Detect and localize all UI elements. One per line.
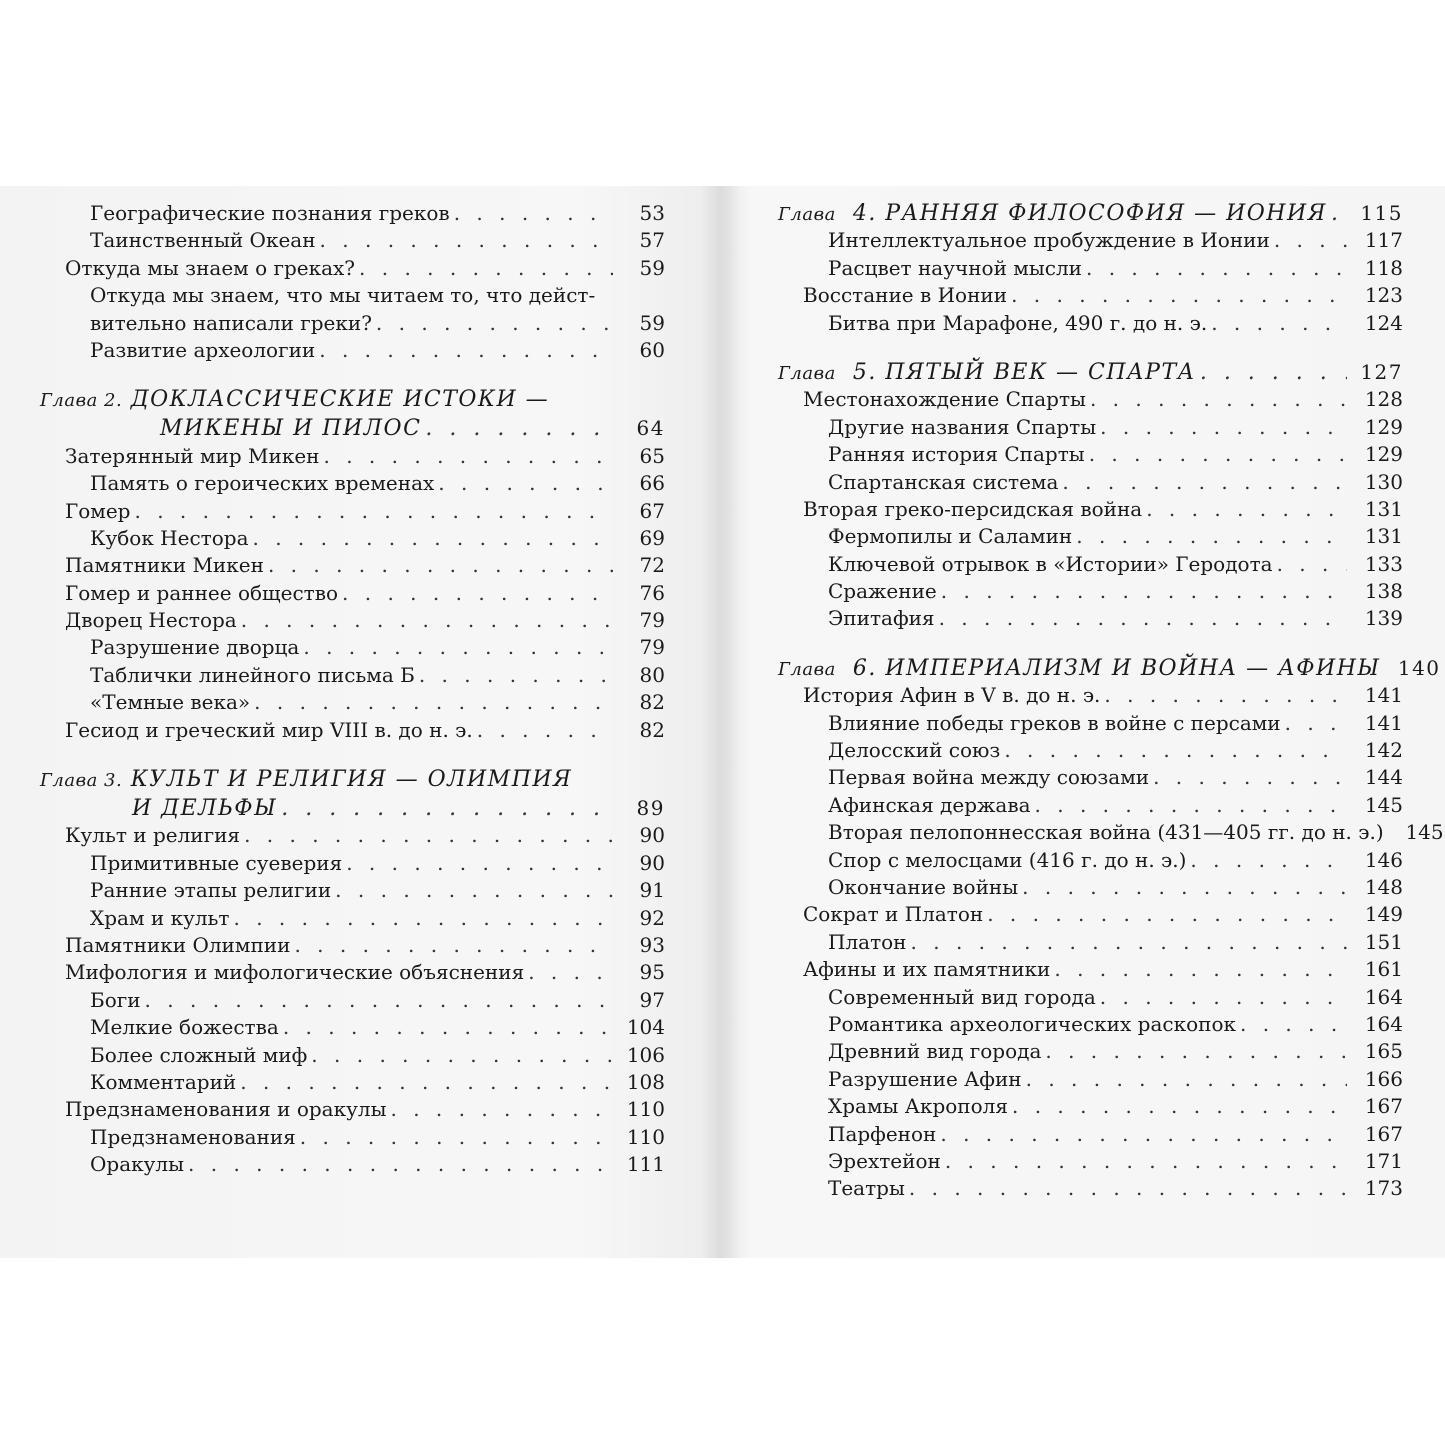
toc-entry [778, 901, 1403, 928]
page-number: 104 [626, 1015, 665, 1040]
leader-dots [376, 310, 613, 337]
toc-entry-title: Откуда мы знаем, что мы читаем то, что дейст- [90, 283, 596, 308]
toc-entry-title: Современный вид города [828, 984, 1096, 1009]
leader-dots [1045, 1038, 1347, 1065]
leader-dots [1100, 984, 1347, 1011]
toc-entry [40, 1042, 665, 1069]
page-number: 79 [639, 635, 665, 660]
page-number: 64 [636, 416, 665, 441]
toc-entry [778, 255, 1403, 282]
page-number: 115 [1360, 201, 1403, 225]
toc-entry [778, 1093, 1403, 1120]
page-number: 142 [1364, 738, 1403, 763]
toc-entry-title: Боги [90, 987, 141, 1012]
leader-dots [244, 822, 613, 849]
leader-dots [346, 850, 613, 877]
toc-entry [778, 847, 1403, 874]
leader-dots [1104, 682, 1347, 709]
toc-entry [778, 227, 1403, 254]
chapter-6-heading [778, 655, 1441, 682]
leader-dots [941, 578, 1347, 605]
page-number: 165 [1364, 1039, 1403, 1064]
toc-group-5 [778, 386, 1403, 633]
page-number: 111 [626, 1152, 665, 1177]
page-number: 110 [626, 1124, 665, 1149]
page-number: 140 [1397, 655, 1441, 680]
page-number: 90 [639, 850, 665, 875]
toc-entry [778, 414, 1403, 441]
leader-dots [425, 415, 613, 442]
toc-entry-title: Памятники Микен [65, 553, 264, 578]
page-number: 117 [1364, 228, 1403, 253]
toc-group-6 [778, 682, 1444, 1202]
leader-dots [324, 443, 614, 470]
page-number: 110 [626, 1097, 665, 1122]
leader-dots [1035, 792, 1347, 819]
toc-entry-title: Ранняя история Спарты [828, 442, 1085, 467]
toc-entry [778, 682, 1403, 709]
chapter-3-heading [40, 766, 665, 822]
toc-entry [40, 1096, 665, 1123]
leader-dots [1011, 282, 1347, 309]
toc-entry-title: «Темные века» [90, 690, 251, 715]
page-number: 69 [639, 525, 665, 550]
toc-entry-title: Комментарий [90, 1069, 237, 1094]
page-number: 90 [639, 823, 665, 848]
toc-entry [40, 580, 665, 607]
leader-dots [1022, 874, 1347, 901]
toc-entry-title: Храмы Акрополя [828, 1094, 1008, 1119]
page-number: 145 [1364, 792, 1403, 817]
toc-entry [778, 929, 1403, 956]
page-number: 124 [1364, 310, 1403, 335]
page-number: 82 [639, 717, 665, 742]
leader-dots [1190, 847, 1347, 874]
leader-dots [1012, 1093, 1347, 1120]
toc-entry [40, 662, 665, 689]
toc-entry [778, 956, 1403, 983]
toc-entry-title: Ключевой отрывок в «Истории» Геродота [828, 551, 1273, 576]
toc-entry [40, 282, 665, 309]
toc-entry [778, 1066, 1403, 1093]
leader-dots [1240, 1011, 1347, 1038]
leader-dots [311, 1042, 613, 1069]
toc-entry-title: Местонахождение Спарты [803, 387, 1086, 412]
toc-entry [778, 578, 1403, 605]
toc-entry [40, 498, 665, 525]
leader-dots [283, 1014, 613, 1041]
toc-entry [40, 552, 665, 579]
toc-entry-title: Памятники Олимпии [65, 932, 291, 957]
chapter-title: 6. ИМПЕРИАЛИЗМ И ВОЙНА — АФИНЫ [852, 655, 1381, 681]
page-number: 131 [1364, 496, 1403, 521]
leader-dots [1211, 310, 1347, 337]
toc-entry [778, 737, 1403, 764]
toc-entry [40, 1069, 665, 1096]
toc-entry [40, 1151, 665, 1178]
toc-entry [778, 469, 1403, 496]
toc-entry [778, 1011, 1403, 1038]
leader-dots [241, 607, 613, 634]
toc-entry [778, 551, 1403, 578]
page-number: 133 [1364, 551, 1403, 576]
leader-dots [188, 1151, 613, 1178]
leader-dots [1054, 956, 1347, 983]
leader-dots [1285, 710, 1347, 737]
leader-dots [320, 227, 613, 254]
toc-entry [40, 337, 665, 364]
chapter-label: Глава [778, 362, 836, 384]
toc-entry-title: Разрушение дворца [90, 635, 300, 660]
toc-entry [778, 386, 1403, 413]
page-number: 60 [639, 337, 665, 362]
toc-entry-title: Храм и культ [90, 905, 230, 930]
toc-entry-title: Эрехтейон [828, 1148, 941, 1173]
toc-entry-title: Таинственный Океан [90, 228, 316, 253]
leader-dots [454, 200, 613, 227]
toc-entry-title: Вторая греко-персидская война [803, 496, 1143, 521]
leader-dots [1062, 469, 1347, 496]
toc-entry-title: Спор с мелосцами (416 г. до н. э.) [828, 847, 1187, 872]
leader-dots [1200, 359, 1347, 386]
leader-dots [281, 795, 613, 822]
leader-dots [319, 337, 613, 364]
leader-dots [1146, 496, 1347, 523]
leader-dots [945, 1148, 1347, 1175]
chapter-5-heading [778, 359, 1403, 386]
leader-dots [939, 605, 1347, 632]
leader-dots [1274, 227, 1347, 254]
toc-entry [40, 525, 665, 552]
toc-entry [778, 441, 1403, 468]
page-number: 148 [1364, 874, 1403, 899]
toc-entry-title: Более сложный миф [90, 1042, 308, 1067]
page-number: 130 [1364, 469, 1403, 494]
leader-dots [335, 877, 613, 904]
chapter-title: 4. РАННЯЯ ФИЛОСОФИЯ — ИОНИЯ [852, 201, 1327, 226]
chapter-title-cont: МИКЕНЫ И ПИЛОС [160, 416, 422, 442]
page-number: 57 [639, 228, 665, 253]
leader-dots [419, 662, 613, 689]
toc-entry-title: Гомер и раннее общество [65, 580, 339, 605]
toc-entry-title: Интеллектуальное пробуждение в Ионии [828, 228, 1270, 253]
toc-entry-title: Афины и их памятники [803, 957, 1051, 982]
page-number: 129 [1364, 442, 1403, 467]
toc-entry [40, 1014, 665, 1041]
toc-group-2 [40, 443, 665, 744]
leader-dots [477, 717, 613, 744]
page-number: 173 [1364, 1176, 1403, 1201]
toc-entry [778, 764, 1403, 791]
chapter-2-heading [40, 386, 665, 442]
page-number: 161 [1364, 957, 1403, 982]
toc-entry [778, 1038, 1403, 1065]
toc-entry-cont [40, 310, 665, 337]
leader-dots [1331, 200, 1347, 227]
toc-entry [778, 496, 1403, 523]
toc-entry-title: Театры [828, 1176, 905, 1201]
toc-entry-title: Платон [828, 929, 907, 954]
leader-dots [1089, 441, 1347, 468]
page-number: 53 [639, 201, 665, 225]
leader-dots [240, 1069, 613, 1096]
leader-dots [1086, 255, 1347, 282]
toc-entry-title: Древний вид города [828, 1039, 1042, 1064]
leader-dots [987, 901, 1347, 928]
toc-entry [40, 905, 665, 932]
toc-entry-title: Мифология и мифологические объяснения [65, 960, 525, 985]
toc-entry [778, 710, 1403, 737]
toc-entry-title: Примитивные суеверия [90, 850, 343, 875]
toc-entry [778, 523, 1403, 550]
toc-entry-title: Романтика археологических раскопок [828, 1011, 1236, 1036]
leader-dots [294, 932, 613, 959]
toc-entry-title: Разрушение Афин [828, 1066, 1022, 1091]
page-number: 149 [1364, 902, 1403, 927]
page-number: 79 [639, 608, 665, 633]
page-number: 128 [1364, 387, 1403, 412]
leader-dots [234, 905, 614, 932]
leader-dots [300, 1124, 613, 1151]
toc-entry-title: Таблички линейного письма Б [90, 662, 415, 687]
toc-entry-title: Влияние победы греков в войне с персами [828, 710, 1281, 735]
toc-entry [40, 443, 665, 470]
chapter-4-heading [778, 200, 1403, 227]
toc-entry [40, 717, 665, 744]
chapter-title: ДОКЛАССИЧЕСКИЕ ИСТОКИ — [130, 387, 550, 413]
leader-dots [254, 689, 613, 716]
page-number: 139 [1364, 606, 1403, 631]
toc-entry-title: Афинская держава [828, 792, 1031, 817]
leader-dots [1100, 414, 1347, 441]
chapter-label: Глава 3. [40, 770, 123, 792]
page-number: 106 [626, 1042, 665, 1067]
page-number: 131 [1364, 524, 1403, 549]
chapter-title-cont: И ДЕЛЬФЫ [132, 796, 278, 822]
leader-dots [1026, 1066, 1347, 1093]
book-gutter [700, 186, 740, 1258]
toc-entry [778, 819, 1444, 846]
chapter-label: Глава 2. [40, 390, 123, 412]
leader-dots [909, 1175, 1347, 1202]
page-number: 171 [1364, 1148, 1403, 1173]
left-page [40, 200, 665, 1179]
toc-entry-title: Кубок Нестора [90, 525, 249, 550]
toc-entry [40, 634, 665, 661]
toc-entry-title: Сократ и Платон [803, 902, 984, 927]
toc-entry-title: Откуда мы знаем о греках? [65, 255, 356, 280]
page-number: 92 [639, 905, 665, 930]
page-number: 141 [1364, 710, 1403, 735]
toc-entry-title: Парфенон [828, 1121, 937, 1146]
page-number: 138 [1364, 579, 1403, 604]
leader-dots [1277, 551, 1347, 578]
toc-entry-title: Сражение [828, 579, 937, 604]
page-number: 164 [1364, 984, 1403, 1009]
toc-entry [40, 850, 665, 877]
page-number: 123 [1364, 283, 1403, 308]
page-number: 89 [636, 796, 665, 821]
toc-entry-title: Оракулы [90, 1152, 185, 1177]
toc-entry-title: Другие названия Спарты [828, 414, 1097, 439]
toc-entry-title: Фермопилы и Саламин [828, 524, 1073, 549]
toc-entry [778, 1148, 1403, 1175]
page-number: 145 [1405, 820, 1444, 845]
page-number: 129 [1364, 414, 1403, 439]
page-number: 65 [639, 443, 665, 468]
page-number: 164 [1364, 1011, 1403, 1036]
toc-entry [778, 605, 1403, 632]
toc-entry [40, 470, 665, 497]
leader-dots [1153, 764, 1347, 791]
toc-entry-title: Ранние этапы религии [90, 878, 332, 903]
page-number: 167 [1364, 1094, 1403, 1119]
toc-entry-title: Дворец Нестора [65, 608, 237, 633]
toc-entry-title: Окончание войны [828, 874, 1019, 899]
leader-dots [359, 255, 613, 282]
leader-dots [1076, 523, 1347, 550]
chapter-title: 5. ПЯТЫЙ ВЕК — СПАРТА [852, 359, 1196, 385]
toc-entry-title: Первая война между союзами [828, 765, 1150, 790]
toc-entry [40, 877, 665, 904]
toc-entry [40, 1124, 665, 1151]
toc-entry-title: Гесиод и греческий мир VIII в. до н. э. [65, 717, 473, 742]
toc-entry [40, 932, 665, 959]
page-number: 76 [639, 580, 665, 605]
toc-entry-title: Гомер [65, 498, 131, 523]
page-number: 167 [1364, 1121, 1403, 1146]
leader-dots [253, 525, 614, 552]
page-number: 67 [639, 498, 665, 523]
toc-entry-title: Развитие археологии [90, 337, 316, 362]
toc-entry [778, 792, 1403, 819]
toc-entry [778, 874, 1403, 901]
chapter-label: Глава [778, 204, 836, 225]
leader-dots [1090, 386, 1347, 413]
leader-dots [911, 929, 1347, 956]
leader-dots [342, 580, 613, 607]
toc-entry [40, 689, 665, 716]
toc-entry [778, 984, 1403, 1011]
toc-entry [778, 310, 1403, 337]
leader-dots [528, 959, 613, 986]
toc-entry [40, 227, 665, 254]
toc-group-3 [40, 822, 665, 1178]
toc-entry-title: Мелкие божества [90, 1015, 279, 1040]
page-number: 141 [1364, 683, 1403, 708]
toc-entry-title-cont: вительно написали греки? [90, 310, 372, 335]
leader-dots [134, 498, 613, 525]
page-number: 91 [639, 878, 665, 903]
page-number: 66 [639, 471, 665, 496]
leader-dots [268, 552, 613, 579]
leader-dots [390, 1096, 613, 1123]
toc-entry-title: Предзнаменования и оракулы [65, 1097, 387, 1122]
toc-group-1 [40, 200, 665, 364]
toc-entry-title: Делосский союз [828, 738, 1001, 763]
toc-entry [40, 822, 665, 849]
toc-entry-title: Спартанская система [828, 469, 1059, 494]
page-number: 151 [1364, 929, 1403, 954]
toc-entry [40, 255, 665, 282]
page-number: 127 [1360, 359, 1403, 384]
leader-dots [1004, 737, 1347, 764]
page-number: 72 [639, 553, 665, 578]
page-number: 108 [626, 1069, 665, 1094]
leader-dots [303, 634, 613, 661]
toc-entry-title: История Афин в V в. до н. э. [803, 683, 1101, 708]
page-number: 59 [639, 310, 665, 335]
page-number: 93 [639, 932, 665, 957]
toc-entry [40, 607, 665, 634]
page-number: 80 [639, 662, 665, 687]
right-page [778, 200, 1444, 1203]
toc-entry-title: Вторая пелопоннесская война (431—405 гг. до н. э.) [828, 820, 1384, 845]
toc-entry-title: Восстание в Ионии [803, 283, 1008, 308]
leader-dots [145, 987, 613, 1014]
page-number: 146 [1364, 847, 1403, 872]
page-number: 82 [639, 690, 665, 715]
chapter-title: КУЛЬТ И РЕЛИГИЯ — ОЛИМПИЯ [130, 767, 573, 793]
page-number: 95 [639, 960, 665, 985]
toc-entry [778, 282, 1403, 309]
page-number: 166 [1364, 1066, 1403, 1091]
toc-entry-title: Культ и религия [65, 823, 241, 848]
toc-entry-title: Память о героических временах [90, 471, 435, 496]
toc-entry-title: Битва при Марафоне, 490 г. до н. э. [828, 310, 1208, 335]
leader-dots [438, 470, 613, 497]
toc-entry [778, 1175, 1403, 1202]
page-number: 144 [1364, 765, 1403, 790]
toc-entry-title: Эпитафия [828, 606, 935, 631]
toc-group-4 [778, 227, 1403, 337]
toc-entry [40, 959, 665, 986]
toc-entry [40, 987, 665, 1014]
toc-entry [778, 1121, 1403, 1148]
toc-entry-title: Географические познания греков [90, 201, 450, 225]
page-number: 59 [639, 255, 665, 280]
toc-entry [40, 200, 665, 227]
toc-entry-title: Предзнаменования [90, 1124, 296, 1149]
chapter-label: Глава [778, 658, 836, 680]
page-number: 118 [1364, 255, 1403, 280]
toc-entry-title: Расцвет научной мысли [828, 255, 1082, 280]
toc-entry-title: Затерянный мир Микен [65, 443, 320, 468]
leader-dots [940, 1121, 1347, 1148]
page-number: 97 [639, 987, 665, 1012]
